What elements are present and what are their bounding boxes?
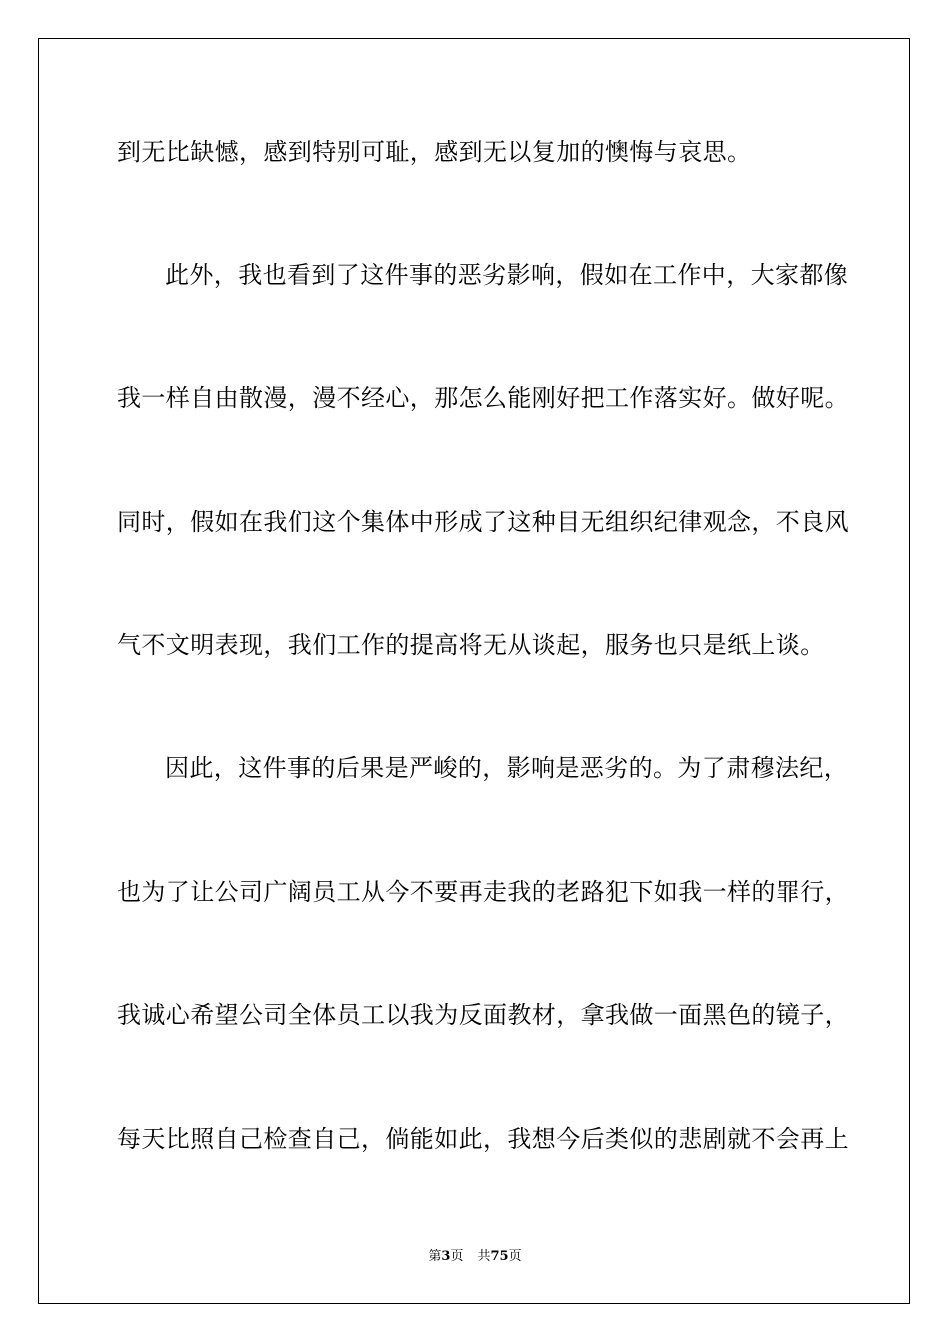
text-line-1: 到无比缺憾，感到特别可耻，感到无以复加的懊悔与哀思。 bbox=[117, 138, 752, 166]
text-line-9: 每天比照自己检查自己，倘能如此，我想今后类似的悲剧就不会再上 bbox=[117, 1125, 849, 1153]
page-suffix: 页 bbox=[450, 1249, 464, 1264]
total-prefix: 共 bbox=[477, 1249, 491, 1264]
text-line-5: 气不文明表现，我们工作的提高将无从谈起，服务也只是纸上谈。 bbox=[117, 631, 825, 659]
text-line-8: 我诚心希望公司全体员工以我为反面教材，拿我做一面黑色的镜子， bbox=[117, 1001, 849, 1029]
text-line-4: 同时，假如在我们这个集体中形成了这种目无组织纪律观念，不良风 bbox=[117, 508, 849, 536]
text-line-3: 我一样自由散漫，漫不经心，那怎么能刚好把工作落实好。做好呢。 bbox=[117, 384, 849, 412]
total-suffix: 页 bbox=[508, 1249, 522, 1264]
page-prefix: 第 bbox=[428, 1249, 442, 1264]
page-border bbox=[38, 38, 910, 1304]
text-line-6: 因此，这件事的后果是严峻的，影响是恶劣的。为了肃穆法纪， bbox=[165, 754, 849, 782]
total-pages: 75 bbox=[490, 1249, 509, 1264]
page-number: 3 bbox=[441, 1249, 451, 1264]
text-line-7: 也为了让公司广阔员工从今不要再走我的老路犯下如我一样的罪行， bbox=[117, 878, 849, 906]
text-line-2: 此外，我也看到了这件事的恶劣影响，假如在工作中，大家都像 bbox=[165, 261, 849, 289]
page-footer bbox=[0, 1248, 950, 1266]
